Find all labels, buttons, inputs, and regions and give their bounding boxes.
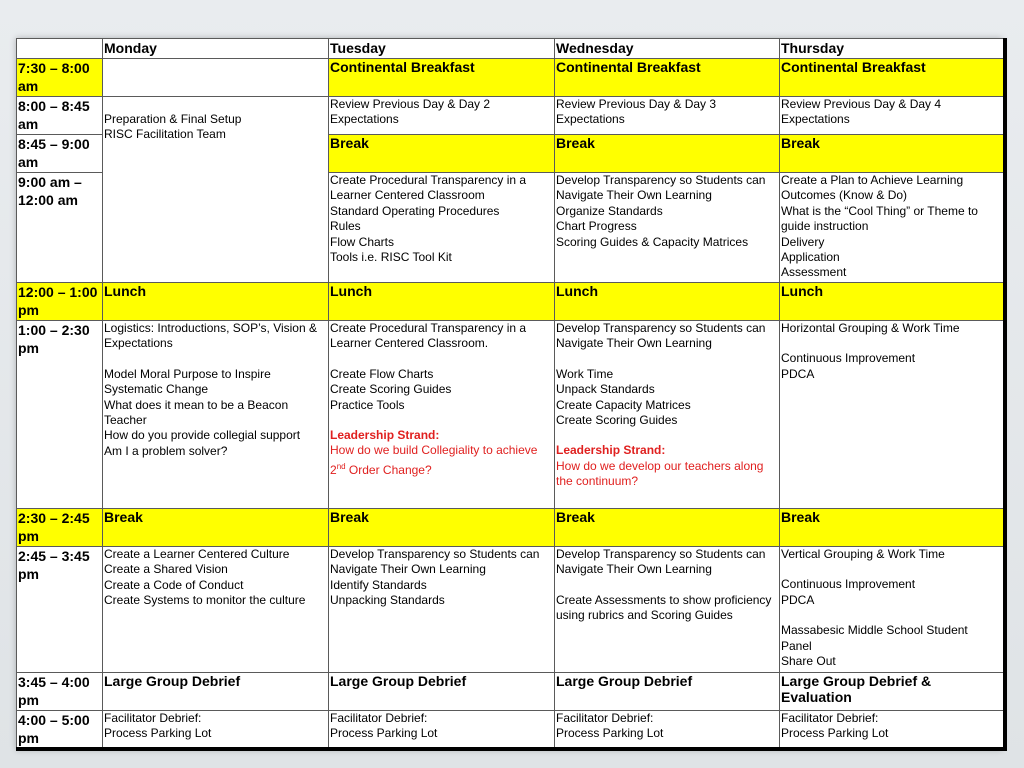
text-line: Massabesic Middle School Student Panel [781, 623, 968, 653]
time-cell: 1:00 – 2:30 pm [17, 321, 103, 509]
thursday-cell [780, 173, 1005, 283]
bullet-item: Create Assessments to show proficiency using rubrics and Scoring Guides [556, 592, 772, 623]
text-line: Expectations [330, 112, 399, 127]
bullet-item: What is the “Cool Thing” or Theme to guide instruction [781, 203, 978, 234]
schedule-table [16, 38, 1007, 751]
monday-cell: Break [103, 509, 329, 547]
time-cell: 4:00 – 5:00 pm [17, 711, 103, 750]
time-cell: 8:45 – 9:00 am [17, 135, 103, 173]
row-0730 [17, 59, 1005, 97]
leadership-strand-label: Leadership Strand: [330, 428, 440, 443]
leadership-strand-label: Leadership Strand: [556, 443, 666, 458]
text-line: Facilitator Debrief: [330, 711, 428, 725]
text-line: RISC Facilitation Team [104, 127, 226, 142]
bullet-item: Scoring Guides & Capacity Matrices [556, 234, 749, 249]
text-line: Logistics: Introductions, SOP’s, Vision & Expectations [104, 321, 317, 351]
wednesday-cell: Continental Breakfast [555, 59, 780, 97]
wednesday-cell [555, 173, 780, 283]
text-line: Review Previous Day & Day 3 [556, 97, 717, 111]
time-cell: 9:00 am – 12:00 am [17, 173, 103, 283]
bullet-item: Create Systems to monitor the culture [104, 593, 306, 608]
bullet-item: Create Flow Charts [330, 366, 434, 381]
monday-cell-setup [103, 97, 329, 283]
thursday-cell [780, 321, 1005, 509]
bullet-item: Rules [330, 219, 361, 234]
text-line: Facilitator Debrief: [104, 711, 202, 725]
time-cell: 7:30 – 8:00 am [17, 59, 103, 97]
thursday-cell: Break [780, 135, 1005, 173]
monday-cell: Lunch [103, 283, 329, 321]
tuesday-cell: Break [329, 509, 555, 547]
time-cell: 12:00 – 1:00 pm [17, 283, 103, 321]
text-line: Develop Transparency so Students can Navigate Their Own Learning [556, 321, 766, 351]
bullet-item: How do you provide collegial support [104, 428, 301, 443]
row-1300 [17, 321, 1005, 509]
text-line: Process Parking Lot [104, 726, 212, 741]
time-cell: 3:45 – 4:00 pm [17, 673, 103, 711]
row-1445 [17, 547, 1005, 673]
header-row [17, 39, 1005, 59]
text-line: Create a Learner Centered Culture [104, 547, 290, 561]
tuesday-cell [329, 321, 555, 509]
bullet-item: Create a Code of Conduct [104, 577, 244, 592]
wednesday-cell: Break [555, 509, 780, 547]
wednesday-cell: Lunch [555, 283, 780, 321]
row-0800 [17, 97, 1005, 135]
day-header-thursday: Thursday [780, 39, 1005, 59]
wednesday-cell [555, 711, 780, 750]
text-line: Process Parking Lot [781, 726, 889, 741]
bullet-item: Create a Shared Vision [104, 562, 228, 577]
row-1545 [17, 673, 1005, 711]
monday-cell: Large Group Debrief [103, 673, 329, 711]
tuesday-cell [329, 547, 555, 673]
bullet-item: How do we develop our teachers along the continuum? [556, 458, 764, 489]
text-line: Preparation & Final Setup [104, 112, 242, 126]
text-line: Develop Transparency so Students can Navigate Their Own Learning [330, 547, 540, 577]
thursday-cell: Large Group Debrief & Evaluation [780, 673, 1005, 711]
bullet-item: Practice Tools [330, 397, 405, 412]
text-line: Work Time [556, 366, 614, 381]
monday-cell [103, 59, 329, 97]
text-line: Share Out [781, 654, 836, 669]
text-line: Review Previous Day & Day 4 [781, 97, 942, 111]
wednesday-cell: Break [555, 135, 780, 173]
bullet-item: Flow Charts [330, 234, 395, 249]
text-line: Process Parking Lot [556, 726, 664, 741]
wednesday-cell [555, 97, 780, 135]
bullet-item: Create Scoring Guides [556, 413, 678, 428]
wednesday-cell [555, 547, 780, 673]
tuesday-cell [329, 173, 555, 283]
text-line: Vertical Grouping & Work Time [781, 547, 945, 561]
thursday-cell [780, 711, 1005, 750]
tuesday-cell: Lunch [329, 283, 555, 321]
text-line: Review Previous Day & Day 2 [330, 97, 491, 111]
bullet-item: Assessment [781, 265, 847, 280]
bullet-item: PDCA [781, 366, 815, 381]
thursday-cell: Break [780, 509, 1005, 547]
bullet-item: Identify Standards [330, 577, 427, 592]
bullet-item: Create Scoring Guides [330, 382, 452, 397]
text-line: Model Moral Purpose to Inspire Systematic Change [104, 366, 271, 397]
text-line: Expectations [781, 112, 850, 127]
bullet-item: Am I a problem solver? [104, 443, 228, 458]
wednesday-cell: Large Group Debrief [555, 673, 780, 711]
text-line: Develop Transparency so Students can Navigate Their Own Learning [556, 547, 766, 577]
bullet-item: Tools i.e. RISC Tool Kit [330, 250, 452, 265]
text-line: Expectations [556, 112, 625, 127]
tuesday-cell: Large Group Debrief [329, 673, 555, 711]
text-line: Create Procedural Transparency in a Learner Centered Classroom. [330, 321, 527, 351]
bullet-item: Standard Operating Procedures [330, 203, 500, 218]
tuesday-cell [329, 711, 555, 750]
row-1430 [17, 509, 1005, 547]
thursday-cell: Continental Breakfast [780, 59, 1005, 97]
tuesday-cell: Break [329, 135, 555, 173]
day-header-monday: Monday [103, 39, 329, 59]
day-header-wednesday: Wednesday [555, 39, 780, 59]
monday-cell [103, 321, 329, 509]
bullet-item: Chart Progress [556, 219, 637, 234]
corner-cell [17, 39, 103, 59]
thursday-cell [780, 547, 1005, 673]
bullet-item: Application [781, 250, 840, 265]
bullet-item: Unpacking Standards [330, 593, 445, 608]
row-1200 [17, 283, 1005, 321]
monday-cell [103, 711, 329, 750]
bullet-item: PDCA [781, 592, 815, 607]
schedule-sheet [16, 38, 1002, 750]
text-line: Process Parking Lot [330, 726, 438, 741]
bullet-item: Organize Standards [556, 203, 663, 218]
text-line: Create a Plan to Achieve Learning Outcomes (Know & Do) [781, 173, 964, 203]
bullet-item: Delivery [781, 234, 825, 249]
time-cell: 2:30 – 2:45 pm [17, 509, 103, 547]
bullet-item: Continuous Improvement [781, 351, 916, 366]
bullet-item: Create Capacity Matrices [556, 397, 691, 412]
text-line: Horizontal Grouping & Work Time [781, 321, 960, 335]
text-line: Develop Transparency so Students can Navigate Their Own Learning [556, 173, 766, 203]
text-line: Create Procedural Transparency in a Learner Centered Classroom [330, 173, 527, 203]
text-line: Facilitator Debrief: [781, 711, 879, 725]
time-cell: 8:00 – 8:45 am [17, 97, 103, 135]
bullet-item: Continuous Improvement [781, 577, 916, 592]
tuesday-cell [329, 97, 555, 135]
thursday-cell [780, 97, 1005, 135]
text-line: Facilitator Debrief: [556, 711, 654, 725]
time-cell: 2:45 – 3:45 pm [17, 547, 103, 673]
day-header-tuesday: Tuesday [329, 39, 555, 59]
row-1600 [17, 711, 1005, 750]
tuesday-cell: Continental Breakfast [329, 59, 555, 97]
monday-cell [103, 547, 329, 673]
thursday-cell: Lunch [780, 283, 1005, 321]
bullet-item: Unpack Standards [556, 382, 655, 397]
bullet-item: How do we build Collegiality to achieve 2nd Order Change? [330, 443, 538, 477]
wednesday-cell [555, 321, 780, 509]
bullet-item: What does it mean to be a Beacon Teacher [104, 397, 289, 428]
